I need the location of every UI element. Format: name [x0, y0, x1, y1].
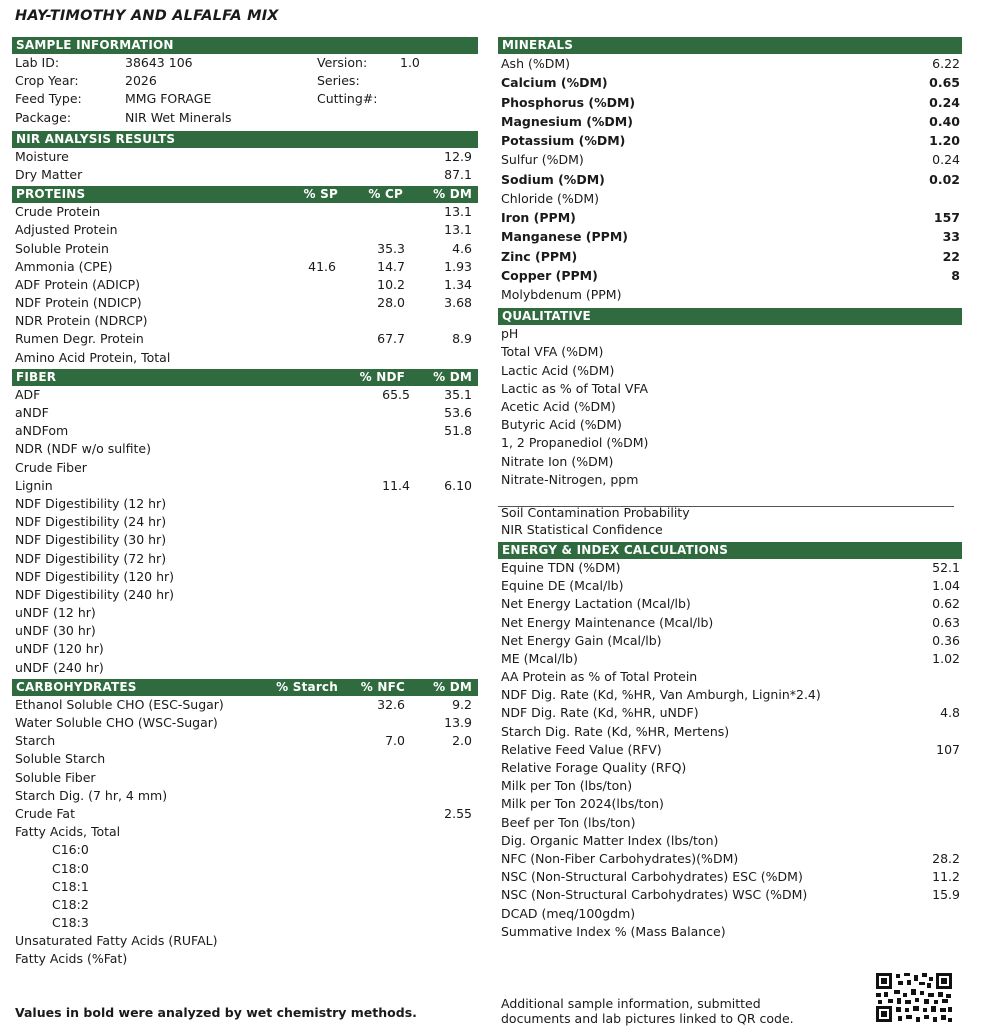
carb-row: [12, 896, 478, 914]
carb-row: [12, 769, 478, 787]
protein-row: [12, 221, 478, 239]
energy-row: [498, 886, 962, 904]
carb-label: C16:0: [52, 842, 89, 858]
protein-dm: 4.6: [452, 240, 472, 256]
fiber-row: [12, 513, 478, 531]
protein-row: [12, 294, 478, 312]
carb-label: Fatty Acids, Total: [15, 824, 121, 840]
fiber-row: [12, 568, 478, 586]
energy-label: NSC (Non-Structural Carbohydrates) WSC (%DM): [501, 887, 808, 903]
carb-label: Soluble Starch: [15, 751, 106, 767]
energy-row: [498, 814, 962, 832]
energy-row: [498, 723, 962, 741]
mineral-value: 6.22: [932, 56, 960, 71]
sample-info-row: [12, 72, 478, 90]
protein-row: [12, 276, 478, 294]
qualitative-label: Butyric Acid (%DM): [501, 417, 622, 433]
energy-row: [498, 923, 962, 941]
fiber-label: uNDF (30 hr): [15, 623, 96, 639]
fiber-label: Crude Fiber: [15, 459, 87, 475]
sample-key-2: Series:: [317, 73, 360, 89]
protein-dm: 13.1: [444, 204, 472, 220]
fiber-row: [12, 440, 478, 458]
sample-key-2: Cutting#:: [317, 91, 378, 107]
fiber-row: [12, 459, 478, 477]
qualitative-label: 1, 2 Propanediol (%DM): [501, 435, 649, 451]
carb-label: C18:3: [52, 915, 89, 931]
energy-row: [498, 905, 962, 923]
mineral-value: 0.40: [929, 113, 960, 129]
sample-key: Package:: [15, 109, 72, 125]
energy-label: Net Energy Gain (Mcal/lb): [501, 632, 662, 648]
sample-key: Crop Year:: [15, 73, 79, 89]
energy-value: 107: [936, 741, 960, 757]
energy-label: Starch Dig. Rate (Kd, %HR, Mertens): [501, 723, 730, 739]
energy-label: NSC (Non-Structural Carbohydrates) ESC (%DM): [501, 869, 803, 885]
fiber-row: [12, 586, 478, 604]
energy-label: ME (Mcal/lb): [501, 650, 578, 666]
qualitative-label: Acetic Acid (%DM): [501, 399, 616, 414]
mineral-value: 22: [942, 248, 960, 264]
mineral-label: Sodium (%DM): [501, 171, 605, 187]
mineral-rows: [498, 54, 962, 304]
qualitative-row: [498, 362, 962, 380]
fiber-row: [12, 604, 478, 622]
energy-label: Equine DE (Mcal/lb): [501, 578, 624, 594]
protein-label: ADF Protein (ADICP): [15, 276, 141, 292]
energy-row: [498, 741, 962, 759]
fiber-row: [12, 477, 478, 495]
qualitative-row: [498, 343, 962, 361]
energy-label: Milk per Ton (lbs/ton): [501, 778, 633, 794]
mineral-value: 0.24: [932, 152, 960, 168]
protein-label: Ammonia (CPE): [15, 258, 113, 274]
carb-label: C18:1: [52, 878, 89, 894]
protein-label: Soluble Protein: [15, 240, 109, 256]
energy-value: 1.02: [932, 650, 960, 666]
carb-row: [12, 950, 478, 968]
energy-value: 11.2: [932, 869, 960, 885]
mineral-value: 0.65: [929, 75, 960, 91]
qualitative-label: NIR Statistical Confidence: [501, 522, 663, 538]
fiber-row: [12, 495, 478, 513]
fiber-rows: [12, 386, 478, 677]
energy-row: [498, 759, 962, 777]
fiber-label: NDF Digestibility (30 hr): [15, 532, 167, 548]
mineral-label: Phosphorus (%DM): [501, 94, 636, 110]
carb-row: [12, 841, 478, 859]
sample-value: 2026: [125, 73, 157, 89]
carb-label: Ethanol Soluble CHO (ESC-Sugar): [15, 696, 224, 712]
qualitative-label: Lactic as % of Total VFA: [501, 380, 649, 396]
nir-row: [12, 148, 478, 166]
sample-key: Feed Type:: [15, 91, 82, 107]
protein-row: [12, 203, 478, 221]
carb-label: Fatty Acids (%Fat): [15, 951, 128, 967]
nir-row: [12, 166, 478, 184]
energy-row: [498, 795, 962, 813]
energy-row: [498, 668, 962, 686]
carb-label: Starch Dig. (7 hr, 4 mm): [15, 787, 168, 803]
mineral-row: [498, 54, 962, 73]
mineral-value: 33: [942, 229, 960, 245]
protein-label: Crude Protein: [15, 204, 101, 220]
mineral-value: 0.02: [929, 171, 960, 187]
qualitative-row: [498, 434, 962, 452]
energy-label: NFC (Non-Fiber Carbohydrates)(%DM): [501, 850, 739, 866]
fiber-row: [12, 422, 478, 440]
carb-dm: 9.2: [452, 696, 472, 712]
proteins-header: PROTEINS % SP % CP % DM: [12, 186, 478, 203]
energy-value: 28.2: [932, 850, 960, 866]
mineral-row: [498, 247, 962, 266]
sample-info-row: [12, 109, 478, 127]
nir-header: NIR ANALYSIS RESULTS: [12, 131, 478, 148]
energy-value: 4.8: [940, 705, 960, 721]
sample-value-2: 1.0: [400, 55, 420, 70]
fiber-label: aNDFom: [15, 423, 69, 439]
protein-sp: 41.6: [308, 258, 336, 274]
fiber-dm: 6.10: [444, 477, 472, 493]
energy-label: Beef per Ton (lbs/ton): [501, 814, 636, 830]
protein-row: [12, 312, 478, 330]
carb-label: Crude Fat: [15, 805, 75, 821]
fiber-row: [12, 386, 478, 404]
energy-label: Net Energy Maintenance (Mcal/lb): [501, 614, 714, 630]
qr-info-note: [501, 996, 831, 1026]
carb-row: [12, 914, 478, 932]
fiber-label: NDF Digestibility (24 hr): [15, 514, 167, 530]
carb-label: C18:0: [52, 860, 89, 876]
protein-row: [12, 240, 478, 258]
sample-key: Lab ID:: [15, 55, 60, 70]
minerals-header: MINERALS: [498, 37, 962, 54]
energy-row: [498, 704, 962, 722]
mineral-row: [498, 93, 962, 112]
fiber-label: aNDF: [15, 405, 49, 420]
energy-value: 15.9: [932, 887, 960, 903]
fiber-row: [12, 531, 478, 549]
carbs-header: CARBOHYDRATES % Starch % NFC % DM: [12, 679, 478, 696]
energy-value: 1.04: [932, 578, 960, 594]
energy-label: DCAD (meq/100gdm): [501, 905, 636, 921]
qualitative-label: Lactic Acid (%DM): [501, 362, 615, 378]
carb-row: [12, 860, 478, 878]
qualitative-row: [498, 398, 962, 416]
protein-cp: 14.7: [377, 258, 405, 274]
qualitative-after-rows: [498, 504, 962, 539]
mineral-row: [498, 285, 962, 304]
energy-row: [498, 632, 962, 650]
energy-value: 0.62: [932, 596, 960, 612]
fiber-label: NDF Digestibility (72 hr): [15, 550, 167, 566]
carb-dm: 2.55: [444, 805, 472, 821]
energy-row: [498, 777, 962, 795]
carb-label: Unsaturated Fatty Acids (RUFAL): [15, 933, 218, 949]
energy-label: Net Energy Lactation (Mcal/lb): [501, 596, 691, 612]
mineral-label: Molybdenum (PPM): [501, 287, 622, 302]
nir-value: 12.9: [444, 148, 472, 164]
mineral-label: Ash (%DM): [501, 56, 571, 71]
energy-row: [498, 595, 962, 613]
energy-label: Equine TDN (%DM): [501, 559, 621, 575]
mineral-value: 157: [933, 210, 960, 225]
energy-label: NDF Dig. Rate (Kd, %HR, Van Amburgh, Lignin*2.4): [501, 687, 821, 703]
fiber-label: Lignin: [15, 477, 53, 493]
qualitative-row: [498, 416, 962, 434]
carb-row: [12, 823, 478, 841]
fiber-label: NDF Digestibility (12 hr): [15, 495, 167, 511]
carb-dm: 2.0: [452, 733, 472, 749]
protein-dm: 13.1: [444, 222, 472, 238]
energy-label: Relative Forage Quality (RFQ): [501, 760, 687, 775]
nir-value: 87.1: [444, 166, 472, 182]
fiber-label: ADF: [15, 386, 41, 402]
fiber-ndf: 65.5: [382, 386, 410, 402]
protein-row: [12, 258, 478, 276]
mineral-row: [498, 150, 962, 169]
qr-note-line-1: Additional sample information, submitted: [501, 996, 761, 1011]
mineral-label: Chloride (%DM): [501, 190, 600, 206]
energy-row: [498, 832, 962, 850]
fiber-label: NDR (NDF w/o sulfite): [15, 441, 151, 457]
sample-value: 38643 106: [125, 55, 193, 70]
energy-row: [498, 559, 962, 577]
fiber-row: [12, 640, 478, 658]
energy-label: Summative Index % (Mass Balance): [501, 923, 726, 939]
mineral-row: [498, 170, 962, 189]
carb-row: [12, 805, 478, 823]
protein-row: [12, 349, 478, 367]
qualitative-label: Nitrate Ion (%DM): [501, 453, 614, 469]
qualitative-row: [498, 453, 962, 471]
energy-value: 0.63: [932, 614, 960, 630]
protein-label: Rumen Degr. Protein: [15, 331, 144, 347]
carb-row: [12, 787, 478, 805]
fiber-ndf: 11.4: [382, 477, 410, 493]
sample-value: NIR Wet Minerals: [125, 109, 232, 125]
carb-label: Soluble Fiber: [15, 769, 96, 785]
fiber-row: [12, 404, 478, 422]
energy-label: Relative Feed Value (RFV): [501, 741, 662, 757]
qualitative-label: pH: [501, 326, 519, 342]
mineral-value: 8: [951, 267, 960, 283]
energy-value: 0.36: [932, 632, 960, 648]
qr-code-icon[interactable]: [874, 971, 954, 1024]
nir-label: Dry Matter: [15, 166, 83, 182]
fiber-row: [12, 659, 478, 677]
mineral-row: [498, 131, 962, 150]
qr-note-line-2: documents and lab pictures linked to QR code.: [501, 1011, 794, 1026]
protein-cp: 10.2: [377, 276, 405, 292]
qualitative-row: [498, 471, 962, 489]
protein-dm: 1.34: [444, 276, 472, 292]
section-divider: [498, 506, 954, 507]
fiber-label: uNDF (120 hr): [15, 641, 104, 657]
energy-row: [498, 614, 962, 632]
bold-values-note: Values in bold were analyzed by wet chemistry methods.: [15, 1005, 417, 1020]
carb-row: [12, 714, 478, 732]
carb-dm: 13.9: [444, 715, 472, 730]
protein-cp: 67.7: [377, 331, 405, 347]
mineral-value: 0.24: [929, 94, 960, 110]
fiber-label: NDF Digestibility (120 hr): [15, 568, 175, 584]
qualitative-header: QUALITATIVE: [498, 308, 962, 325]
carb-label: Water Soluble CHO (WSC-Sugar): [15, 715, 218, 730]
sample-key-2: Version:: [317, 55, 368, 70]
energy-row: [498, 577, 962, 595]
mineral-label: Manganese (PPM): [501, 229, 628, 245]
energy-label: NDF Dig. Rate (Kd, %HR, uNDF): [501, 705, 699, 721]
fiber-header: FIBER % NDF % DM: [12, 369, 478, 386]
carb-rows: [12, 696, 478, 969]
mineral-row: [498, 227, 962, 246]
energy-header: ENERGY & INDEX CALCULATIONS: [498, 542, 962, 559]
carb-nfc: 7.0: [385, 733, 405, 749]
mineral-label: Sulfur (%DM): [501, 152, 584, 168]
protein-dm: 1.93: [444, 258, 472, 274]
protein-cp: 35.3: [377, 240, 405, 256]
carb-row: [12, 932, 478, 950]
protein-rows: [12, 203, 478, 367]
protein-dm: 3.68: [444, 295, 472, 311]
fiber-row: [12, 622, 478, 640]
fiber-label: uNDF (240 hr): [15, 659, 104, 675]
mineral-label: Iron (PPM): [501, 210, 576, 225]
sample-info-row: [12, 54, 478, 72]
fiber-dm: 35.1: [444, 386, 472, 402]
protein-label: Amino Acid Protein, Total: [15, 349, 171, 365]
mineral-row: [498, 189, 962, 208]
protein-dm: 8.9: [452, 331, 472, 347]
nir-label: Moisture: [15, 148, 69, 164]
carb-label: Starch: [15, 733, 56, 749]
left-column: [12, 37, 478, 969]
mineral-label: Zinc (PPM): [501, 248, 578, 264]
report-title: HAY-TIMOTHY AND ALFALFA MIX: [15, 8, 279, 24]
mineral-row: [498, 112, 962, 131]
carb-row: [12, 732, 478, 750]
mineral-label: Potassium (%DM): [501, 133, 626, 148]
qualitative-row: [498, 521, 962, 539]
energy-row: [498, 686, 962, 704]
energy-row: [498, 868, 962, 886]
mineral-value: 1.20: [929, 133, 960, 148]
qualitative-label: Soil Contamination Probability: [501, 504, 690, 520]
mineral-label: Calcium (%DM): [501, 75, 608, 91]
protein-label: NDF Protein (NDICP): [15, 295, 142, 311]
mineral-label: Magnesium (%DM): [501, 113, 633, 129]
fiber-label: uNDF (12 hr): [15, 605, 96, 621]
qualitative-row: [498, 380, 962, 398]
energy-row: [498, 850, 962, 868]
fiber-row: [12, 550, 478, 568]
carb-row: [12, 696, 478, 714]
protein-row: [12, 330, 478, 348]
sample-value: MMG FORAGE: [125, 91, 212, 107]
qualitative-label: Nitrate-Nitrogen, ppm: [501, 471, 639, 487]
energy-label: Milk per Ton 2024(lbs/ton): [501, 796, 664, 812]
mineral-row: [498, 266, 962, 285]
energy-value: 52.1: [932, 559, 960, 575]
energy-label: AA Protein as % of Total Protein: [501, 669, 698, 685]
qualitative-label: Total VFA (%DM): [501, 344, 604, 360]
protein-label: Adjusted Protein: [15, 222, 118, 238]
fiber-label: NDF Digestibility (240 hr): [15, 586, 175, 602]
right-column: [498, 37, 962, 941]
protein-label: NDR Protein (NDRCP): [15, 313, 148, 329]
mineral-row: [498, 73, 962, 92]
energy-rows: [498, 559, 962, 941]
sample-info-rows: [12, 54, 478, 127]
carb-label: C18:2: [52, 896, 89, 912]
carb-nfc: 32.6: [377, 696, 405, 712]
energy-label: Dig. Organic Matter Index (lbs/ton): [501, 832, 719, 848]
sample-info-header: SAMPLE INFORMATION: [12, 37, 478, 54]
carb-row: [12, 878, 478, 896]
qualitative-row: [498, 325, 962, 343]
nir-rows: [12, 148, 478, 184]
fiber-dm: 51.8: [444, 423, 472, 439]
sample-info-row: [12, 90, 478, 108]
fiber-dm: 53.6: [444, 405, 472, 420]
protein-cp: 28.0: [377, 295, 405, 311]
energy-row: [498, 650, 962, 668]
mineral-row: [498, 208, 962, 227]
mineral-label: Copper (PPM): [501, 267, 598, 283]
carb-row: [12, 750, 478, 768]
qualitative-rows: [498, 325, 962, 489]
